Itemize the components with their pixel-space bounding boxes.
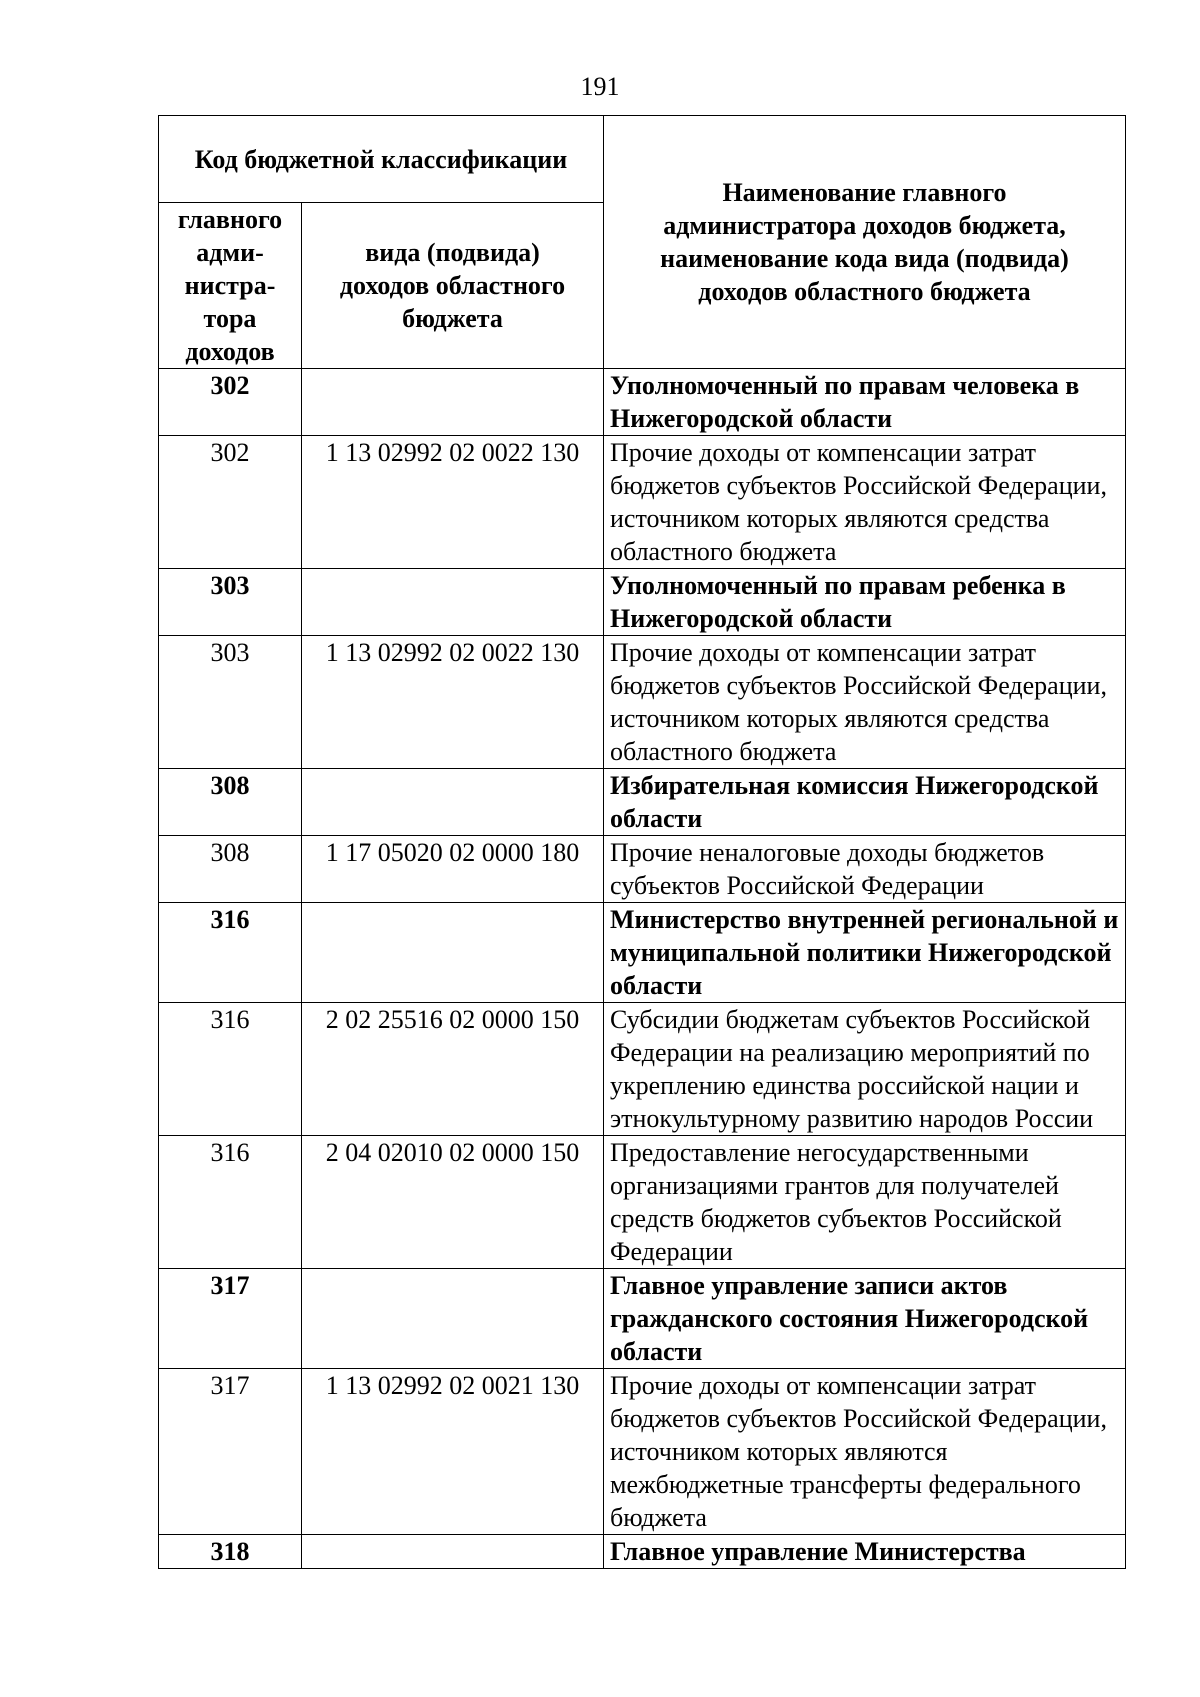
income-code-cell xyxy=(302,1269,604,1369)
table-row-administrator xyxy=(159,1269,1126,1369)
income-code-cell: 1 13 02992 02 0022 130 xyxy=(302,436,604,569)
page-number: 191 xyxy=(580,72,620,101)
admin-code-cell: 303 xyxy=(159,569,302,636)
name-cell: Главное управление записи актов гражданского состояния Нижегородской области xyxy=(604,1269,1126,1369)
header-name-column xyxy=(604,116,1126,369)
header-budget-code-group: Код бюджетной классификации xyxy=(159,116,604,203)
income-code-cell: 1 17 05020 02 0000 180 xyxy=(302,836,604,903)
income-code-cell xyxy=(302,903,604,1003)
income-code-cell xyxy=(302,569,604,636)
table-row-administrator xyxy=(159,569,1126,636)
table-row-income xyxy=(159,1369,1126,1535)
admin-code-cell: 302 xyxy=(159,369,302,436)
header-type-line: вида (подвида) xyxy=(365,238,540,267)
header-admin-line: нистра- xyxy=(184,271,276,300)
admin-code-cell: 308 xyxy=(159,836,302,903)
income-code-cell xyxy=(302,1535,604,1569)
header-admin-line: главного xyxy=(177,205,283,234)
header-admin-line: тора xyxy=(203,304,257,333)
name-cell: Уполномоченный по правам ребенка в Нижегородской области xyxy=(604,569,1126,636)
income-code-cell xyxy=(302,369,604,436)
name-cell: Уполномоченный по правам человека в Нижегородской области xyxy=(604,369,1126,436)
table-row-income xyxy=(159,1136,1126,1269)
admin-code-cell: 308 xyxy=(159,769,302,836)
name-cell: Предоставление негосударственными организациями грантов для получателей средств бюджетов субъектов Российской Федерации xyxy=(604,1136,1126,1269)
name-cell: Избирательная комиссия Нижегородской области xyxy=(604,769,1126,836)
name-cell: Главное управление Министерства xyxy=(604,1535,1126,1569)
name-cell: Прочие неналоговые доходы бюджетов субъектов Российской Федерации xyxy=(604,836,1126,903)
name-cell: Прочие доходы от компенсации затрат бюджетов субъектов Российской Федерации, источником которых являются средства областного бюджета xyxy=(604,636,1126,769)
table-row-income xyxy=(159,836,1126,903)
admin-code-cell: 303 xyxy=(159,636,302,769)
name-cell: Субсидии бюджетам субъектов Российской Федерации на реализацию мероприятий по укреплению единства российской нации и этнокультурному развитию народов России xyxy=(604,1003,1126,1136)
header-type-line: бюджета xyxy=(402,304,503,333)
table-row-administrator xyxy=(159,369,1126,436)
table-row-income xyxy=(159,636,1126,769)
header-name-line: администратора доходов бюджета, xyxy=(663,211,1066,240)
header-name-line: наименование кода вида (подвида) xyxy=(660,244,1069,273)
header-name-line: доходов областного бюджета xyxy=(698,277,1031,306)
table-row-income xyxy=(159,1003,1126,1136)
header-name-line: Наименование главного xyxy=(722,178,1007,207)
admin-code-cell: 302 xyxy=(159,436,302,569)
header-admin-column xyxy=(159,203,302,369)
admin-code-cell: 317 xyxy=(159,1269,302,1369)
header-type-line: доходов областного xyxy=(339,271,566,300)
budget-classification-table xyxy=(158,115,1126,1569)
table-body xyxy=(159,369,1126,1569)
name-cell: Прочие доходы от компенсации затрат бюджетов субъектов Российской Федерации, источником которых являются межбюджетные трансферты федерального бюджета xyxy=(604,1369,1126,1535)
admin-code-cell: 318 xyxy=(159,1535,302,1569)
name-cell: Министерство внутренней региональной и муниципальной политики Нижегородской области xyxy=(604,903,1126,1003)
table-row-administrator xyxy=(159,769,1126,836)
header-admin-line: адми- xyxy=(196,238,264,267)
admin-code-cell: 317 xyxy=(159,1369,302,1535)
admin-code-cell: 316 xyxy=(159,903,302,1003)
table-header xyxy=(159,116,1126,369)
name-cell: Прочие доходы от компенсации затрат бюджетов субъектов Российской Федерации, источником которых являются средства областного бюджета xyxy=(604,436,1126,569)
table-row-administrator xyxy=(159,1535,1126,1569)
table-row-administrator xyxy=(159,903,1126,1003)
admin-code-cell: 316 xyxy=(159,1136,302,1269)
income-code-cell: 1 13 02992 02 0022 130 xyxy=(302,636,604,769)
income-code-cell: 2 02 25516 02 0000 150 xyxy=(302,1003,604,1136)
income-code-cell: 2 04 02010 02 0000 150 xyxy=(302,1136,604,1269)
admin-code-cell: 316 xyxy=(159,1003,302,1136)
table-row-income xyxy=(159,436,1126,569)
income-code-cell: 1 13 02992 02 0021 130 xyxy=(302,1369,604,1535)
header-admin-line: доходов xyxy=(185,337,275,366)
income-code-cell xyxy=(302,769,604,836)
header-income-type-column xyxy=(302,203,604,369)
